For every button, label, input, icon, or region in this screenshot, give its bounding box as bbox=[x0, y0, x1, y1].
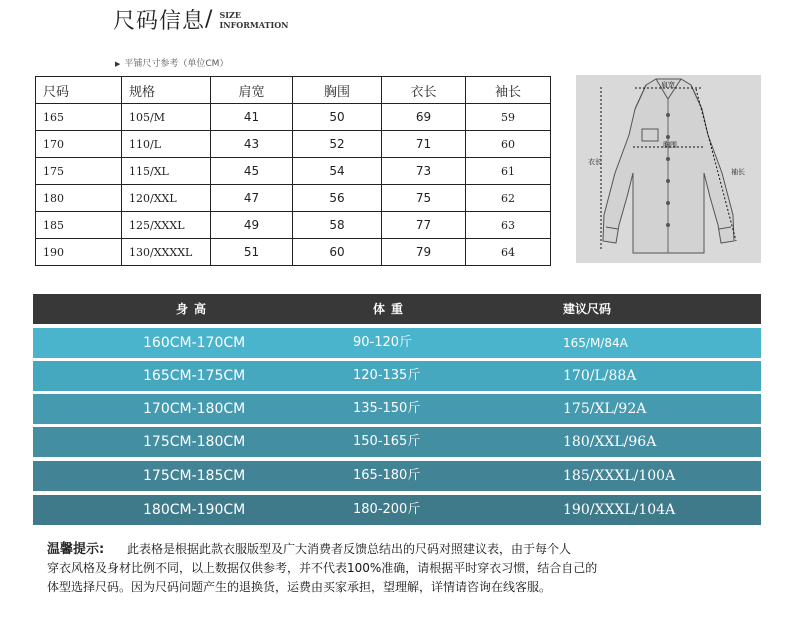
table-row bbox=[36, 185, 551, 212]
recommend-row bbox=[33, 461, 761, 491]
size-table-header bbox=[36, 77, 551, 104]
weight-cell: 120-135斤 bbox=[353, 368, 421, 383]
size-header-cell: 肩宽 bbox=[211, 77, 293, 104]
shirt-measure-figure bbox=[576, 75, 761, 263]
suggest-size-cell: 175/XL/92A bbox=[563, 401, 647, 417]
weight-cell: 90-120斤 bbox=[353, 335, 413, 350]
size-header-cell: 尺码 bbox=[36, 77, 122, 104]
measure-note bbox=[115, 56, 228, 69]
chest-cell: 52 bbox=[293, 131, 382, 158]
recommend-row bbox=[33, 495, 761, 525]
chest-cell: 50 bbox=[293, 104, 382, 131]
sleeve-cell: 64 bbox=[466, 239, 551, 266]
weight-cell: 165-180斤 bbox=[353, 468, 421, 483]
chest-label: 胸围 bbox=[663, 141, 677, 149]
triangle-bullet-icon: ▶ bbox=[115, 60, 121, 68]
length-cell: 77 bbox=[382, 212, 466, 239]
suggest-size-header: 建议尺码 bbox=[563, 302, 612, 316]
size-cell: 185 bbox=[36, 212, 122, 239]
weight-header: 体重 bbox=[373, 302, 410, 316]
table-row bbox=[36, 212, 551, 239]
shoulder-cell: 45 bbox=[211, 158, 293, 185]
measure-note-text: 平铺尺寸参考（单位CM） bbox=[124, 59, 229, 69]
spec-cell: 130/XXXXL bbox=[122, 239, 211, 266]
length-cell: 73 bbox=[382, 158, 466, 185]
size-header-cell: 规格 bbox=[122, 77, 211, 104]
suggest-size-cell: 185/XXXL/100A bbox=[563, 468, 676, 484]
shoulder-cell: 41 bbox=[211, 104, 293, 131]
weight-cell: 150-165斤 bbox=[353, 434, 421, 449]
title-en bbox=[220, 10, 289, 30]
suggest-size-cell: 165/M/84A bbox=[563, 336, 628, 350]
size-cell: 170 bbox=[36, 131, 122, 158]
length-cell: 79 bbox=[382, 239, 466, 266]
sleeve-label: 袖长 bbox=[731, 168, 745, 176]
height-header: 身高 bbox=[176, 302, 213, 316]
length-label: 衣长 bbox=[588, 158, 602, 166]
shoulder-label: 肩宽 bbox=[661, 81, 675, 89]
chest-cell: 60 bbox=[293, 239, 382, 266]
size-cell: 175 bbox=[36, 158, 122, 185]
tips-line: 此表格是根据此款衣服版型及广大消费者反馈总结出的尺码对照建议表，由于每个人 bbox=[127, 542, 572, 556]
shoulder-cell: 43 bbox=[211, 131, 293, 158]
table-row bbox=[36, 239, 551, 266]
sleeve-cell: 62 bbox=[466, 185, 551, 212]
title-en-line2: INFORMATION bbox=[219, 19, 289, 30]
chest-cell: 56 bbox=[293, 185, 382, 212]
length-cell: 71 bbox=[382, 131, 466, 158]
shoulder-cell: 47 bbox=[211, 185, 293, 212]
shoulder-cell: 51 bbox=[211, 239, 293, 266]
title-slash: / bbox=[205, 7, 213, 32]
height-cell: 175CM-185CM bbox=[143, 468, 246, 484]
recommend-header bbox=[33, 294, 761, 324]
table-row bbox=[36, 158, 551, 185]
sleeve-cell: 59 bbox=[466, 104, 551, 131]
size-header-cell: 袖长 bbox=[466, 77, 551, 104]
height-cell: 170CM-180CM bbox=[143, 401, 246, 417]
height-cell: 165CM-175CM bbox=[143, 368, 246, 384]
spec-cell: 105/M bbox=[122, 104, 211, 131]
height-cell: 175CM-180CM bbox=[143, 434, 246, 450]
recommend-row bbox=[33, 394, 761, 424]
tips-line: 穿衣风格及身材比例不同，以上数据仅供参考，并不代表100%准确，请根据平时穿衣习惯，结合自己的 bbox=[47, 561, 598, 575]
height-cell: 180CM-190CM bbox=[143, 502, 246, 518]
spec-cell: 115/XL bbox=[122, 158, 211, 185]
suggest-size-cell: 170/L/88A bbox=[563, 368, 637, 384]
title-main: 尺码信息 bbox=[113, 9, 206, 34]
spec-cell: 110/L bbox=[122, 131, 211, 158]
sleeve-cell: 60 bbox=[466, 131, 551, 158]
page-title bbox=[113, 4, 288, 35]
spec-cell: 120/XXL bbox=[122, 185, 211, 212]
chest-cell: 58 bbox=[293, 212, 382, 239]
title-en-line1: SIZE bbox=[219, 9, 241, 20]
weight-cell: 135-150斤 bbox=[353, 401, 421, 416]
sleeve-cell: 63 bbox=[466, 212, 551, 239]
tips-label: 温馨提示: bbox=[47, 542, 105, 557]
length-cell: 75 bbox=[382, 185, 466, 212]
suggest-size-cell: 180/XXL/96A bbox=[563, 434, 657, 450]
chest-cell: 54 bbox=[293, 158, 382, 185]
shoulder-cell: 49 bbox=[211, 212, 293, 239]
recommend-row bbox=[33, 427, 761, 457]
length-cell: 69 bbox=[382, 104, 466, 131]
tips-line: 体型选择尺码。因为尺码问题产生的退换货，运费由买家承担，望理解，详情请咨询在线客服。 bbox=[47, 580, 552, 594]
spec-cell: 125/XXXL bbox=[122, 212, 211, 239]
size-header-cell: 衣长 bbox=[382, 77, 466, 104]
size-header-cell: 胸围 bbox=[293, 77, 382, 104]
size-cell: 180 bbox=[36, 185, 122, 212]
sleeve-cell: 61 bbox=[466, 158, 551, 185]
weight-cell: 180-200斤 bbox=[353, 502, 421, 517]
recommend-row bbox=[33, 328, 761, 358]
table-row bbox=[36, 104, 551, 131]
size-table bbox=[35, 76, 551, 266]
size-cell: 165 bbox=[36, 104, 122, 131]
size-cell: 190 bbox=[36, 239, 122, 266]
recommend-row bbox=[33, 361, 761, 391]
table-row bbox=[36, 131, 551, 158]
height-cell: 160CM-170CM bbox=[143, 335, 246, 351]
suggest-size-cell: 190/XXXL/104A bbox=[563, 502, 676, 518]
